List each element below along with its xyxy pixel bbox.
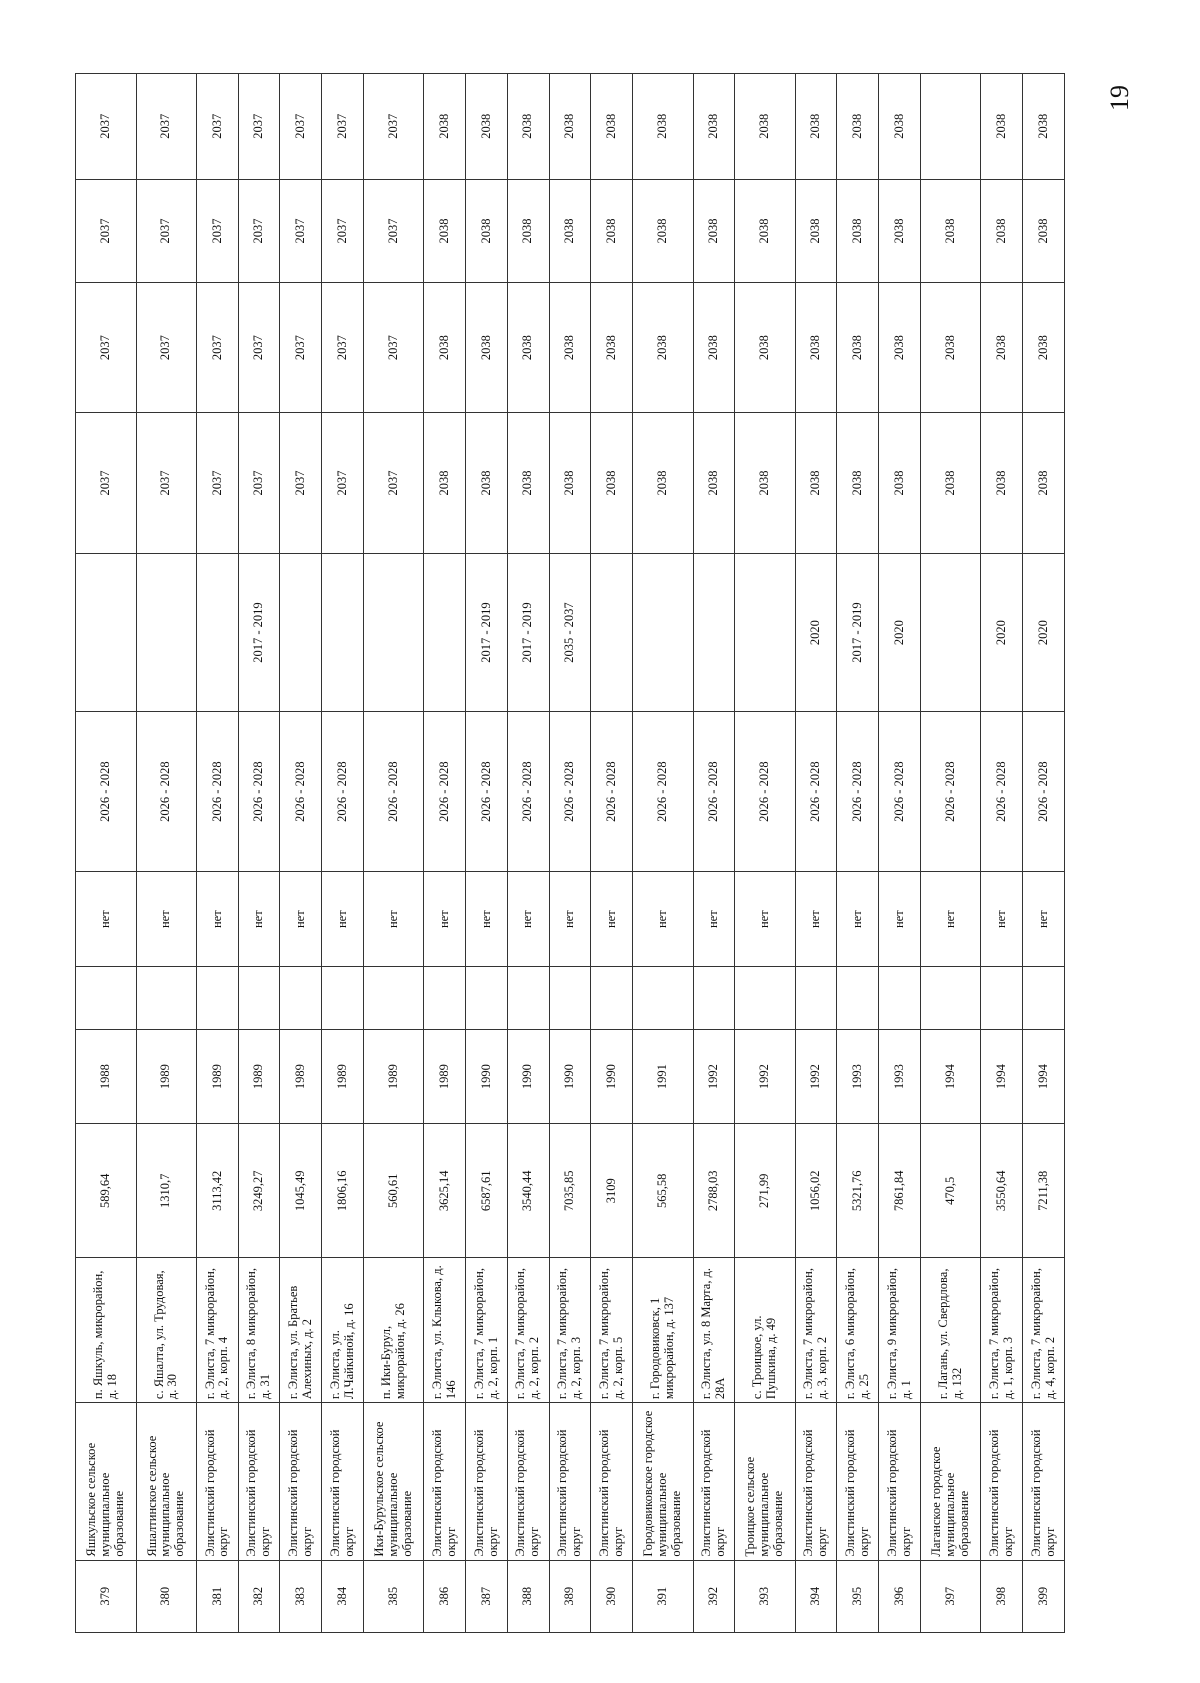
table-row — [591, 74, 633, 1633]
address-cell: г. Элиста, ул. 8 Марта, д. 28А — [693, 1258, 735, 1403]
area-cell: 470,5 — [920, 1124, 981, 1258]
address-cell: п. Яшкуль, микрорайон, д. 18 — [76, 1258, 137, 1403]
year-cell: 1992 — [735, 1029, 796, 1123]
plan-year-cell: 2037 — [238, 412, 280, 554]
plan-year-cell: 2037 — [363, 179, 424, 283]
repair-period-cell — [136, 554, 197, 711]
empty-cell — [136, 966, 197, 1029]
municipality-cell: Элистинский городской округ — [466, 1403, 508, 1560]
table-row — [981, 74, 1023, 1633]
period-cell: 2026 - 2028 — [795, 711, 837, 872]
plan-year-cell: 2037 — [280, 412, 322, 554]
flag-cell: нет — [591, 872, 633, 966]
empty-cell — [363, 966, 424, 1029]
area-cell: 5321,76 — [837, 1124, 879, 1258]
table-row — [507, 74, 549, 1633]
row-number: 386 — [424, 1560, 466, 1632]
flag-cell: нет — [693, 872, 735, 966]
row-number: 395 — [837, 1560, 879, 1632]
row-number: 389 — [549, 1560, 591, 1632]
plan-year-cell: 2037 — [363, 74, 424, 180]
plan-year-cell: 2037 — [136, 283, 197, 412]
year-cell: 1994 — [1023, 1029, 1065, 1123]
period-cell: 2026 - 2028 — [507, 711, 549, 872]
flag-cell: нет — [735, 872, 796, 966]
repair-period-cell: 2035 - 2037 — [549, 554, 591, 711]
year-cell: 1990 — [507, 1029, 549, 1123]
row-number: 387 — [466, 1560, 508, 1632]
municipality-cell: Элистинский городской округ — [280, 1403, 322, 1560]
row-number: 380 — [136, 1560, 197, 1632]
year-cell: 1991 — [633, 1029, 694, 1123]
plan-year-cell: 2038 — [920, 283, 981, 412]
row-number: 381 — [197, 1560, 239, 1632]
table-row — [238, 74, 280, 1633]
table-row — [693, 74, 735, 1633]
plan-year-cell: 2037 — [136, 74, 197, 180]
empty-cell — [1023, 966, 1065, 1029]
empty-cell — [424, 966, 466, 1029]
table-row — [136, 74, 197, 1633]
year-cell: 1989 — [322, 1029, 364, 1123]
repair-period-cell — [363, 554, 424, 711]
repair-period-cell — [591, 554, 633, 711]
year-cell: 1994 — [981, 1029, 1023, 1123]
plan-year-cell: 2037 — [76, 412, 137, 554]
plan-year-cell — [920, 74, 981, 180]
table-row — [795, 74, 837, 1633]
area-cell: 7861,84 — [879, 1124, 921, 1258]
plan-year-cell: 2037 — [238, 179, 280, 283]
period-cell: 2026 - 2028 — [363, 711, 424, 872]
municipality-cell: Ики-Бурульское сельское муниципальное образование — [363, 1403, 424, 1560]
plan-year-cell: 2038 — [466, 283, 508, 412]
table-row — [920, 74, 981, 1633]
plan-year-cell: 2038 — [591, 412, 633, 554]
plan-year-cell: 2037 — [238, 74, 280, 180]
year-cell: 1992 — [693, 1029, 735, 1123]
row-number: 382 — [238, 1560, 280, 1632]
plan-year-cell: 2038 — [693, 412, 735, 554]
period-cell: 2026 - 2028 — [136, 711, 197, 872]
plan-year-cell: 2038 — [633, 179, 694, 283]
year-cell: 1989 — [363, 1029, 424, 1123]
plan-year-cell: 2037 — [280, 179, 322, 283]
area-cell: 3550,64 — [981, 1124, 1023, 1258]
address-cell: г. Элиста, ул. Л.Чайкиной, д. 16 — [322, 1258, 364, 1403]
plan-year-cell: 2038 — [466, 412, 508, 554]
repair-period-cell — [197, 554, 239, 711]
year-cell: 1988 — [76, 1029, 137, 1123]
plan-year-cell: 2038 — [1023, 412, 1065, 554]
period-cell: 2026 - 2028 — [981, 711, 1023, 872]
plan-year-cell: 2038 — [549, 283, 591, 412]
plan-year-cell: 2037 — [363, 412, 424, 554]
municipality-cell: Элистинский городской округ — [197, 1403, 239, 1560]
period-cell: 2026 - 2028 — [591, 711, 633, 872]
municipality-cell: Городовиковское городское муниципальное образование — [633, 1403, 694, 1560]
table-row — [633, 74, 694, 1633]
repair-period-cell: 2020 — [1023, 554, 1065, 711]
flag-cell: нет — [549, 872, 591, 966]
area-cell: 1806,16 — [322, 1124, 364, 1258]
row-number: 392 — [693, 1560, 735, 1632]
table-row — [322, 74, 364, 1633]
repair-period-cell — [280, 554, 322, 711]
plan-year-cell: 2038 — [981, 283, 1023, 412]
repair-period-cell — [633, 554, 694, 711]
plan-year-cell: 2038 — [735, 283, 796, 412]
address-cell: г. Элиста, 7 микрорайон, д. 2, корп. 1 — [466, 1258, 508, 1403]
area-cell: 7211,38 — [1023, 1124, 1065, 1258]
row-number: 398 — [981, 1560, 1023, 1632]
municipality-cell: Элистинский городской округ — [837, 1403, 879, 1560]
plan-year-cell: 2037 — [197, 179, 239, 283]
plan-year-cell: 2037 — [197, 283, 239, 412]
plan-year-cell: 2038 — [507, 412, 549, 554]
year-cell: 1989 — [197, 1029, 239, 1123]
plan-year-cell: 2038 — [549, 74, 591, 180]
repair-period-cell: 2020 — [981, 554, 1023, 711]
address-cell: г. Элиста, 7 микрорайон, д. 2, корп. 3 — [549, 1258, 591, 1403]
area-cell: 589,64 — [76, 1124, 137, 1258]
municipality-cell: Элистинский городской округ — [879, 1403, 921, 1560]
year-cell: 1992 — [795, 1029, 837, 1123]
repair-period-cell — [920, 554, 981, 711]
period-cell: 2026 - 2028 — [197, 711, 239, 872]
period-cell: 2026 - 2028 — [735, 711, 796, 872]
plan-year-cell: 2038 — [466, 179, 508, 283]
empty-cell — [507, 966, 549, 1029]
repair-period-cell: 2017 - 2019 — [238, 554, 280, 711]
row-number: 385 — [363, 1560, 424, 1632]
plan-year-cell: 2038 — [1023, 179, 1065, 283]
period-cell: 2026 - 2028 — [1023, 711, 1065, 872]
plan-year-cell: 2037 — [238, 283, 280, 412]
flag-cell: нет — [920, 872, 981, 966]
plan-year-cell: 2038 — [693, 179, 735, 283]
plan-year-cell: 2038 — [424, 74, 466, 180]
municipality-cell: Элистинский городской округ — [322, 1403, 364, 1560]
plan-year-cell: 2038 — [1023, 283, 1065, 412]
repair-period-cell — [424, 554, 466, 711]
plan-year-cell: 2038 — [466, 74, 508, 180]
municipality-cell: Элистинский городской округ — [424, 1403, 466, 1560]
address-cell: с. Троицкое, ул. Пушкина, д. 49 — [735, 1258, 796, 1403]
area-cell: 2788,03 — [693, 1124, 735, 1258]
plan-year-cell: 2038 — [424, 179, 466, 283]
period-cell: 2026 - 2028 — [920, 711, 981, 872]
flag-cell: нет — [322, 872, 364, 966]
municipality-cell: Элистинский городской округ — [981, 1403, 1023, 1560]
row-number: 383 — [280, 1560, 322, 1632]
repair-period-cell: 2020 — [879, 554, 921, 711]
plan-year-cell: 2038 — [837, 74, 879, 180]
address-cell: г. Элиста, 6 микрорайон, д. 25 — [837, 1258, 879, 1403]
plan-year-cell: 2038 — [735, 74, 796, 180]
period-cell: 2026 - 2028 — [238, 711, 280, 872]
year-cell: 1990 — [466, 1029, 508, 1123]
period-cell: 2026 - 2028 — [837, 711, 879, 872]
plan-year-cell: 2038 — [920, 179, 981, 283]
address-cell: п. Ики-Бурул, микрорайон, д. 26 — [363, 1258, 424, 1403]
row-number: 396 — [879, 1560, 921, 1632]
flag-cell: нет — [363, 872, 424, 966]
plan-year-cell: 2038 — [633, 412, 694, 554]
empty-cell — [735, 966, 796, 1029]
table-row — [837, 74, 879, 1633]
year-cell: 1990 — [591, 1029, 633, 1123]
plan-year-cell: 2037 — [197, 412, 239, 554]
table-row — [549, 74, 591, 1633]
area-cell: 271,99 — [735, 1124, 796, 1258]
plan-year-cell: 2037 — [136, 412, 197, 554]
area-cell: 1045,49 — [280, 1124, 322, 1258]
area-cell: 565,58 — [633, 1124, 694, 1258]
table-row — [879, 74, 921, 1633]
period-cell: 2026 - 2028 — [693, 711, 735, 872]
year-cell: 1989 — [238, 1029, 280, 1123]
address-cell: г. Элиста, 8 микрорайон, д. 31 — [238, 1258, 280, 1403]
municipality-cell: Лаганское городское муниципальное образование — [920, 1403, 981, 1560]
plan-year-cell: 2037 — [280, 74, 322, 180]
year-cell: 1989 — [424, 1029, 466, 1123]
year-cell: 1990 — [549, 1029, 591, 1123]
plan-year-cell: 2038 — [633, 74, 694, 180]
table-row — [363, 74, 424, 1633]
empty-cell — [693, 966, 735, 1029]
area-cell: 560,61 — [363, 1124, 424, 1258]
area-cell: 6587,61 — [466, 1124, 508, 1258]
municipality-cell: Элистинский городской округ — [507, 1403, 549, 1560]
plan-year-cell: 2038 — [795, 283, 837, 412]
plan-year-cell: 2038 — [795, 179, 837, 283]
plan-year-cell: 2037 — [136, 179, 197, 283]
plan-year-cell: 2037 — [197, 74, 239, 180]
municipality-cell: Элистинский городской округ — [549, 1403, 591, 1560]
flag-cell: нет — [795, 872, 837, 966]
plan-year-cell: 2037 — [322, 283, 364, 412]
plan-year-cell: 2038 — [879, 74, 921, 180]
row-number: 379 — [76, 1560, 137, 1632]
area-cell: 1310,7 — [136, 1124, 197, 1258]
plan-year-cell: 2037 — [322, 74, 364, 180]
row-number: 391 — [633, 1560, 694, 1632]
municipality-cell: Элистинский городской округ — [795, 1403, 837, 1560]
empty-cell — [591, 966, 633, 1029]
municipality-cell: Яшкульское сельское муниципальное образование — [76, 1403, 137, 1560]
area-cell: 3109 — [591, 1124, 633, 1258]
flag-cell: нет — [633, 872, 694, 966]
empty-cell — [879, 966, 921, 1029]
row-number: 390 — [591, 1560, 633, 1632]
plan-year-cell: 2037 — [322, 412, 364, 554]
municipality-cell: Элистинский городской округ — [693, 1403, 735, 1560]
plan-year-cell: 2038 — [837, 179, 879, 283]
period-cell: 2026 - 2028 — [879, 711, 921, 872]
flag-cell: нет — [280, 872, 322, 966]
row-number: 384 — [322, 1560, 364, 1632]
empty-cell — [280, 966, 322, 1029]
flag-cell: нет — [197, 872, 239, 966]
empty-cell — [197, 966, 239, 1029]
plan-year-cell: 2038 — [879, 412, 921, 554]
row-number: 399 — [1023, 1560, 1065, 1632]
flag-cell: нет — [879, 872, 921, 966]
area-cell: 3625,14 — [424, 1124, 466, 1258]
period-cell: 2026 - 2028 — [322, 711, 364, 872]
plan-year-cell: 2038 — [693, 283, 735, 412]
address-cell: г. Элиста, ул. Клыкова, д. 146 — [424, 1258, 466, 1403]
empty-cell — [920, 966, 981, 1029]
address-cell: г. Элиста, 9 микрорайон, д. 1 — [879, 1258, 921, 1403]
plan-year-cell: 2038 — [837, 283, 879, 412]
table-row — [466, 74, 508, 1633]
address-cell: г. Элиста, 7 микрорайон, д. 2, корп. 4 — [197, 1258, 239, 1403]
area-cell: 7035,85 — [549, 1124, 591, 1258]
plan-year-cell: 2037 — [280, 283, 322, 412]
empty-cell — [795, 966, 837, 1029]
municipality-cell: Яшалтинское сельское муниципальное образование — [136, 1403, 197, 1560]
plan-year-cell: 2038 — [735, 179, 796, 283]
table-body — [76, 74, 1065, 1633]
repair-period-cell — [76, 554, 137, 711]
year-cell: 1989 — [280, 1029, 322, 1123]
plan-year-cell: 2038 — [879, 283, 921, 412]
municipality-cell: Элистинский городской округ — [238, 1403, 280, 1560]
address-cell: г. Элиста, 7 микрорайон, д. 4, корп. 2 — [1023, 1258, 1065, 1403]
plan-year-cell: 2038 — [591, 179, 633, 283]
plan-year-cell: 2038 — [981, 179, 1023, 283]
flag-cell: нет — [238, 872, 280, 966]
row-number: 388 — [507, 1560, 549, 1632]
plan-year-cell: 2038 — [920, 412, 981, 554]
address-cell: г. Элиста, 7 микрорайон, д. 3, корп. 2 — [795, 1258, 837, 1403]
period-cell: 2026 - 2028 — [424, 711, 466, 872]
area-cell: 3113,42 — [197, 1124, 239, 1258]
plan-year-cell: 2038 — [591, 74, 633, 180]
repair-period-cell — [322, 554, 364, 711]
table-row — [76, 74, 137, 1633]
plan-year-cell: 2038 — [507, 283, 549, 412]
flag-cell: нет — [981, 872, 1023, 966]
plan-year-cell: 2037 — [322, 179, 364, 283]
plan-year-cell: 2038 — [507, 74, 549, 180]
plan-year-cell: 2038 — [879, 179, 921, 283]
year-cell: 1994 — [920, 1029, 981, 1123]
empty-cell — [837, 966, 879, 1029]
plan-year-cell: 2038 — [549, 179, 591, 283]
plan-year-cell: 2037 — [363, 283, 424, 412]
repair-period-cell: 2017 - 2019 — [466, 554, 508, 711]
empty-cell — [322, 966, 364, 1029]
address-cell: г. Элиста, ул. Братьев Алехиных, д. 2 — [280, 1258, 322, 1403]
plan-year-cell: 2038 — [549, 412, 591, 554]
plan-year-cell: 2037 — [76, 74, 137, 180]
row-number: 397 — [920, 1560, 981, 1632]
table-row — [197, 74, 239, 1633]
flag-cell: нет — [136, 872, 197, 966]
plan-year-cell: 2038 — [735, 412, 796, 554]
table-row — [280, 74, 322, 1633]
plan-year-cell: 2038 — [837, 412, 879, 554]
plan-year-cell: 2037 — [76, 179, 137, 283]
municipality-cell: Троицкое сельское муниципальное образование — [735, 1403, 796, 1560]
plan-year-cell: 2038 — [1023, 74, 1065, 180]
row-number: 394 — [795, 1560, 837, 1632]
municipality-cell: Элистинский городской округ — [1023, 1403, 1065, 1560]
plan-year-cell: 2038 — [693, 74, 735, 180]
address-cell: с. Яшалта, ул. Трудовая, д. 30 — [136, 1258, 197, 1403]
plan-year-cell: 2038 — [795, 412, 837, 554]
area-cell: 3249,27 — [238, 1124, 280, 1258]
repair-period-cell: 2020 — [795, 554, 837, 711]
housing-table — [75, 73, 1065, 1633]
period-cell: 2026 - 2028 — [549, 711, 591, 872]
municipality-cell: Элистинский городской округ — [591, 1403, 633, 1560]
address-cell: г. Городовиковск, 1 микрорайон, д. 137 — [633, 1258, 694, 1403]
period-cell: 2026 - 2028 — [76, 711, 137, 872]
table-row — [1023, 74, 1065, 1633]
year-cell: 1993 — [837, 1029, 879, 1123]
plan-year-cell: 2038 — [424, 412, 466, 554]
flag-cell: нет — [507, 872, 549, 966]
flag-cell: нет — [76, 872, 137, 966]
repair-period-cell: 2017 - 2019 — [507, 554, 549, 711]
table-row — [424, 74, 466, 1633]
empty-cell — [633, 966, 694, 1029]
address-cell: г. Элиста, 7 микрорайон, д. 2, корп. 2 — [507, 1258, 549, 1403]
row-number: 393 — [735, 1560, 796, 1632]
period-cell: 2026 - 2028 — [466, 711, 508, 872]
plan-year-cell: 2038 — [795, 74, 837, 180]
address-cell: г. Элиста, 7 микрорайон, д. 1, корп. 3 — [981, 1258, 1023, 1403]
repair-period-cell — [735, 554, 796, 711]
area-cell: 3540,44 — [507, 1124, 549, 1258]
empty-cell — [76, 966, 137, 1029]
page-number: 19 — [1105, 85, 1134, 111]
empty-cell — [549, 966, 591, 1029]
plan-year-cell: 2038 — [424, 283, 466, 412]
plan-year-cell: 2038 — [981, 74, 1023, 180]
flag-cell: нет — [466, 872, 508, 966]
flag-cell: нет — [424, 872, 466, 966]
plan-year-cell: 2038 — [633, 283, 694, 412]
year-cell: 1989 — [136, 1029, 197, 1123]
flag-cell: нет — [837, 872, 879, 966]
plan-year-cell: 2038 — [507, 179, 549, 283]
plan-year-cell: 2038 — [981, 412, 1023, 554]
period-cell: 2026 - 2028 — [633, 711, 694, 872]
flag-cell: нет — [1023, 872, 1065, 966]
address-cell: г. Элиста, 7 микрорайон, д. 2, корп. 5 — [591, 1258, 633, 1403]
plan-year-cell: 2037 — [76, 283, 137, 412]
empty-cell — [981, 966, 1023, 1029]
empty-cell — [466, 966, 508, 1029]
empty-cell — [238, 966, 280, 1029]
area-cell: 1056,02 — [795, 1124, 837, 1258]
repair-period-cell — [693, 554, 735, 711]
address-cell: г. Лагань, ул. Свердлова, д. 132 — [920, 1258, 981, 1403]
document-table-wrapper — [75, 73, 1065, 1633]
year-cell: 1993 — [879, 1029, 921, 1123]
plan-year-cell: 2038 — [591, 283, 633, 412]
table-row — [735, 74, 796, 1633]
period-cell: 2026 - 2028 — [280, 711, 322, 872]
repair-period-cell: 2017 - 2019 — [837, 554, 879, 711]
